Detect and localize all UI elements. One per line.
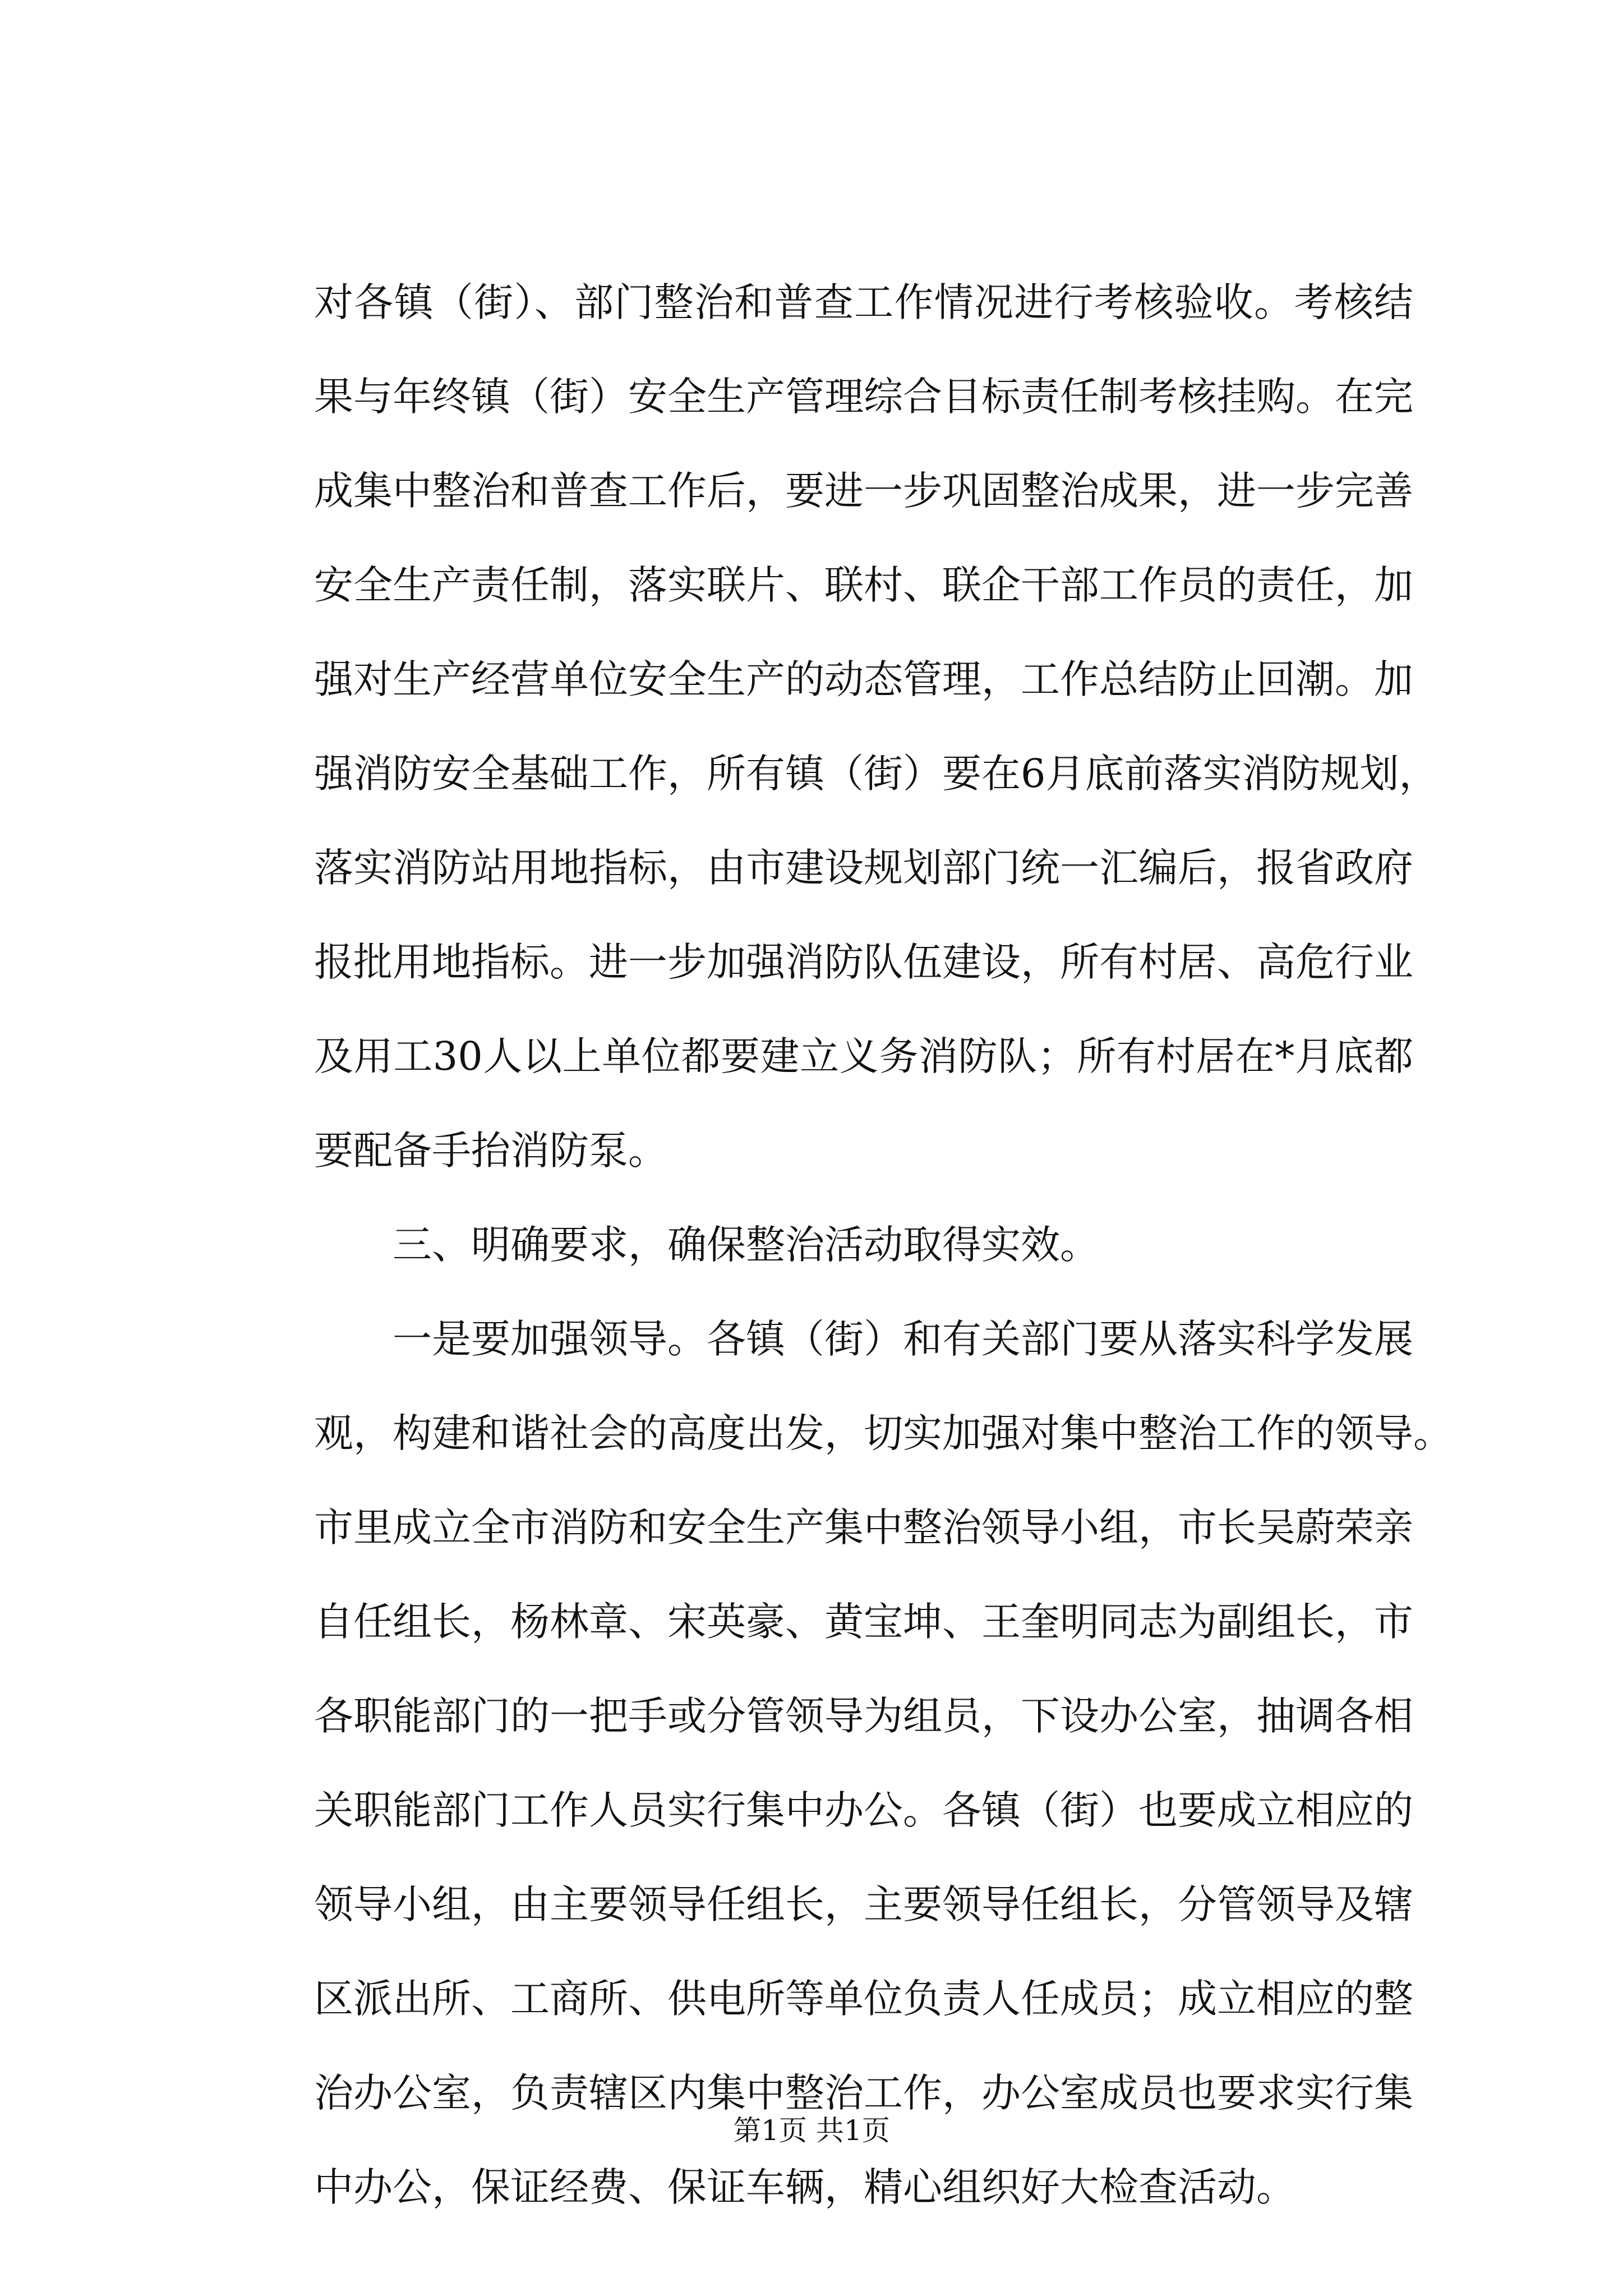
- text-line: 市里成立全市消防和安全生产集中整治领导小组，市长吴蔚荣亲: [314, 1504, 1413, 1550]
- text-line: 关职能部门工作人员实行集中办公。各镇（街）也要成立相应的: [314, 1787, 1413, 1833]
- text-line: 区派出所、工商所、供电所等单位负责人任成员；成立相应的整: [314, 1976, 1413, 2022]
- text-line: 要配备手抬消防泵。: [314, 1128, 667, 1174]
- text-line: 中办公，保证经费、保证车辆，精心组织好大检查活动。: [314, 2164, 1295, 2210]
- page-footer: 第1页 共1页: [733, 2114, 890, 2147]
- text-line: 及用工30人以上单位都要建立义务消防队；所有村居在*月底都: [314, 1033, 1413, 1079]
- text-line: 治办公室，负责辖区内集中整治工作，办公室成员也要求实行集: [314, 2070, 1413, 2116]
- text-line: 成集中整治和普查工作后，要进一步巩固整治成果，进一步完善: [314, 468, 1413, 514]
- text-line: 报批用地指标。进一步加强消防队伍建设，所有村居、高危行业: [314, 939, 1413, 985]
- text-line: 果与年终镇（街）安全生产管理综合目标责任制考核挂购。在完: [314, 374, 1413, 420]
- text-line: 观，构建和谐社会的高度出发，切实加强对集中整治工作的领导。: [314, 1410, 1453, 1456]
- text-line: 一是要加强领导。各镇（街）和有关部门要从落实科学发展: [393, 1316, 1413, 1362]
- text-line: 领导小组，由主要领导任组长，主要领导任组长，分管领导及辖: [314, 1881, 1413, 1927]
- text-line: 强消防安全基础工作，所有镇（街）要在6月底前落实消防规划，: [314, 751, 1438, 797]
- text-line: 安全生产责任制，落实联片、联村、联企干部工作员的责任，加: [314, 562, 1413, 608]
- text-line: 落实消防站用地指标，由市建设规划部门统一汇编后，报省政府: [314, 845, 1413, 891]
- text-line: 对各镇（街）、部门整治和普查工作情况进行考核验收。考核结: [314, 279, 1413, 325]
- text-line: 强对生产经营单位安全生产的动态管理，工作总结防止回潮。加: [314, 656, 1413, 702]
- document-body: [314, 279, 1453, 2260]
- text-line: 自任组长，杨林章、宋英豪、黄宝坤、王奎明同志为副组长，市: [314, 1599, 1413, 1645]
- text-line: 各职能部门的一把手或分管领导为组员，下设办公室，抽调各相: [314, 1693, 1413, 1739]
- section-heading: 三、明确要求，确保整治活动取得实效。: [393, 1222, 1099, 1268]
